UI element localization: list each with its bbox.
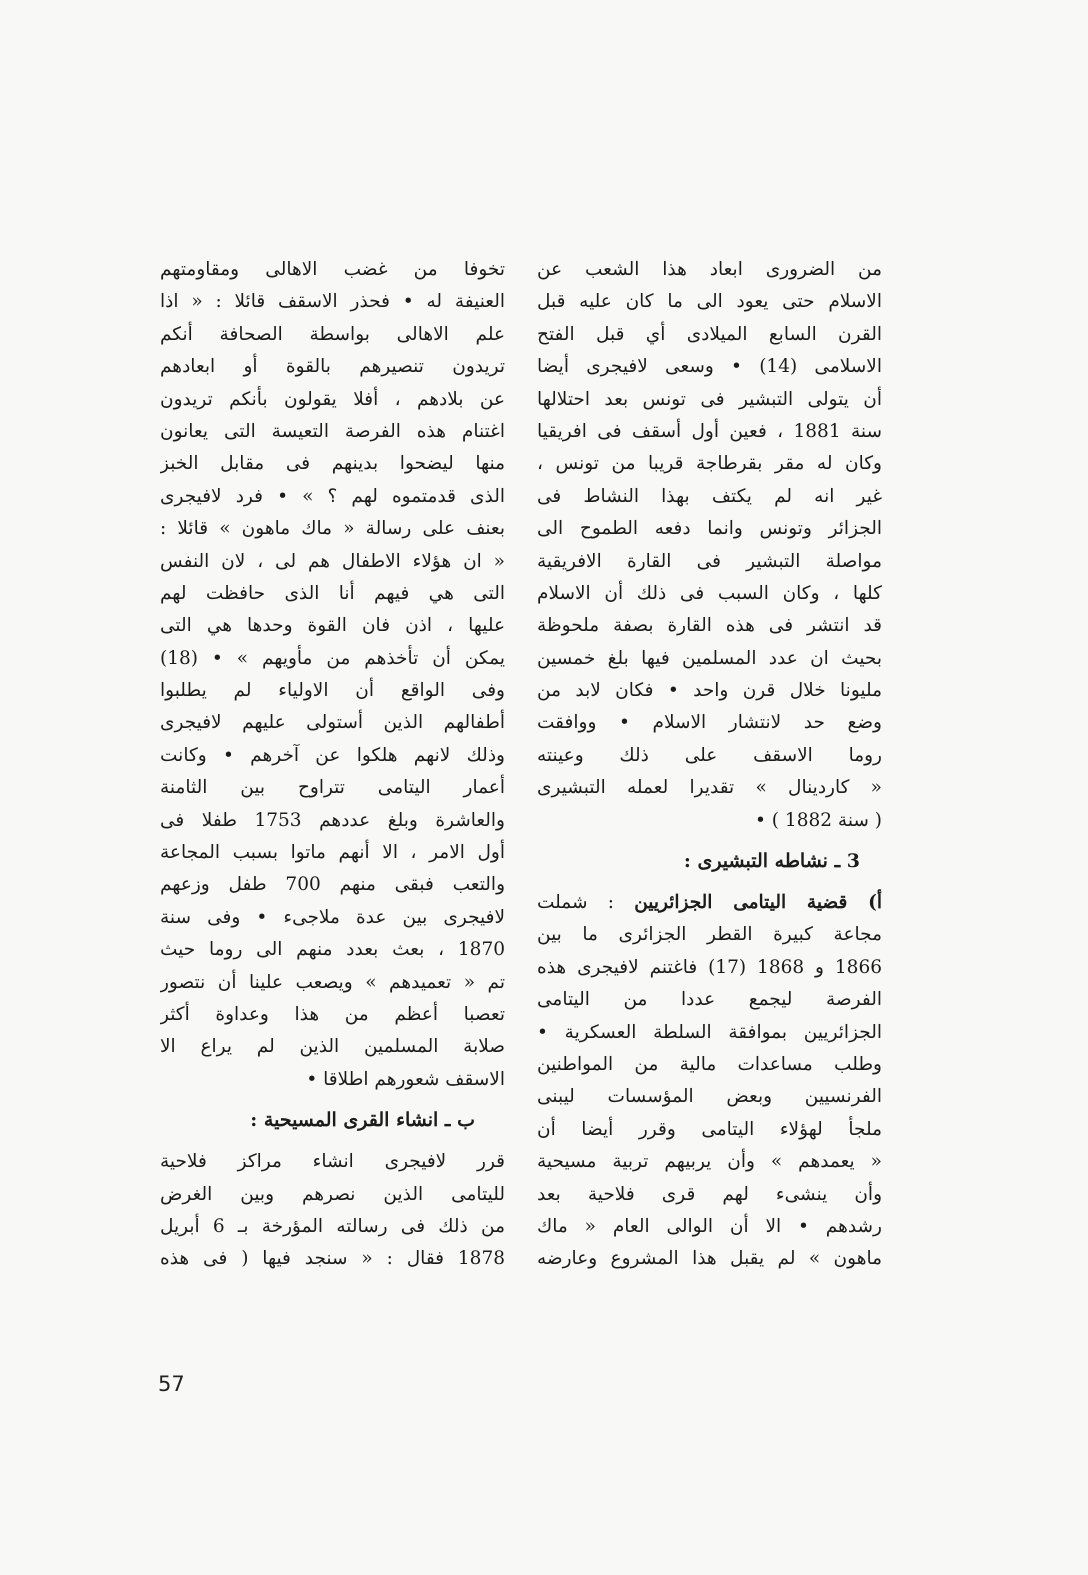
text-line: رشدهم • الا أن الوالى العام « ماك (537, 1215, 882, 1237)
paragraph-gap (160, 1138, 505, 1146)
text-line: ملجأ لهؤلاء اليتامى وقرر أيضا أن (537, 1118, 882, 1140)
text-line: الجزائر وتونس وانما دفعه الطموح الى (537, 518, 882, 540)
text-line: الفرصة ليجمع عددا من اليتامى (537, 989, 882, 1011)
paragraph-gap (537, 879, 882, 887)
text-line: عن بلادهم ، أفلا يقولون بأنكم تريدون (160, 388, 505, 410)
text-line: أطفالهم الذين أستولى عليهم لافيجرى (160, 712, 505, 734)
text-line: غير انه لم يكتف بهذا النشاط فى (537, 485, 882, 507)
text-line: التى هي فيهم أنا الذى حافظت لهم (160, 582, 505, 604)
text-line: وأن ينشىء لهم قرى فلاحية بعد (537, 1183, 882, 1205)
left-column-paragraph-b (160, 1146, 505, 1276)
text-line: بحيث ان عدد المسلمين فيها بلغ خمسين (537, 647, 882, 669)
text-line: الجزائريين بموافقة السلطة العسكرية • (537, 1021, 882, 1043)
text-line: وضع حد لانتشار الاسلام • ووافقت (537, 712, 882, 734)
text-line: القرن السابع الميلادى أي قبل الفتح (537, 323, 882, 345)
text-line: من ذلك فى رسالته المؤرخة بـ 6 أبريل (160, 1215, 505, 1237)
text-line: الاسلامى (14) • وسعى لافيجرى أيضا (537, 356, 882, 378)
text-line: ماهون » لم يقبل هذا المشروع وعارضه (537, 1248, 882, 1270)
text-line: 1870 ، بعث بعدد منهم الى روما حيث (160, 939, 505, 961)
text-line: وفى الواقع أن الاولياء لم يطلبوا (160, 680, 505, 702)
text-line: عليها ، اذن فان القوة وحدها هي التى (160, 615, 505, 637)
text-line: 1878 فقال : « سنجد فيها ( فى هذه (160, 1248, 505, 1270)
subsection-first-line (537, 887, 882, 919)
text-line: تخوفا من غضب الاهالى ومقاومتهم (160, 259, 505, 280)
text-line: تعصبا أعظم من هذا وعداوة أكثر (160, 1003, 505, 1025)
text-line: تم « تعميدهم » ويصعب علينا أن نتصور (160, 971, 505, 993)
text-line: مواصلة التبشير فى القارة الافريقية (537, 550, 882, 572)
text-line: يمكن أن تأخذهم من مأويهم » • (18) (160, 647, 505, 669)
text-line: بعنف على رسالة « ماك ماهون » قائلا : (160, 518, 505, 540)
text-line: والعاشرة وبلغ عددهم 1753 طفلا فى (160, 809, 505, 831)
text-line: الاسقف شعورهم اطلاقا • (306, 1068, 505, 1090)
text-line: منها ليضحوا بدينهم فى مقابل الخبز (160, 453, 505, 475)
text-line: اغتنام هذه الفرصة التعيسة التى يعانون (160, 420, 505, 442)
right-column-paragraph-b (537, 919, 882, 1275)
text-line: أعمار اليتامى تتراوح بين الثامنة (160, 777, 505, 799)
text-line: قد انتشر فى هذه القارة بصفة ملحوظة (537, 615, 882, 637)
paragraph-gap (160, 1096, 505, 1104)
text-line: « كاردينال » تقديرا لعمله التبشيرى (537, 777, 882, 799)
text-line: ( سنة 1882 ) • (755, 809, 882, 831)
page-number: 57 (158, 1372, 185, 1396)
text-line: مجاعة كبيرة القطر الجزائرى ما بين (537, 924, 882, 946)
text-line: وكان له مقر بقرطاجة قريبا من تونس ، (537, 453, 882, 475)
text-line: علم الاهالى بواسطة الصحافة أنكم (160, 323, 505, 345)
subheading-orphans: أ) قضية اليتامى الجزائريين (634, 892, 882, 914)
text-line: من الضرورى ابعاد هذا الشعب عن (537, 259, 882, 280)
text-line: سنة 1881 ، فعين أول أسقف فى افريقيا (537, 420, 882, 442)
text-line: الذى قدمتموه لهم ؟ » • فرد لافيجرى (160, 485, 505, 507)
text-line: وذلك لانهم هلكوا عن آخرهم • وكانت (160, 744, 505, 766)
text-line: الاسلام حتى يعود الى ما كان عليه قبل (537, 291, 882, 313)
text-line: مليونا خلال قرن واحد • فكان لابد من (537, 680, 882, 702)
text-line: وطلب مساعدات مالية من المواطنين (537, 1053, 882, 1075)
text-line: 1866 و 1868 (17) فاغتنم لافيجرى هذه (537, 956, 882, 978)
text-line: أول الامر ، الا أنهم ماتوا بسبب المجاعة (160, 842, 505, 864)
text-line: « يعمدهم » وأن يربيهم تربية مسيحية (537, 1151, 882, 1173)
text-line: « ان هؤلاء الاطفال هم لى ، لان النفس (160, 550, 505, 572)
section-heading-b: ب ـ انشاء القرى المسيحية : (250, 1109, 475, 1132)
text-line: روما الاسقف على ذلك وعينته (537, 744, 882, 766)
text-line: لافيجرى بين عدة ملاجىء • وفى سنة (160, 906, 505, 928)
text-line: قرر لافيجرى انشاء مراكز فلاحية (160, 1151, 505, 1173)
left-text-column (160, 254, 505, 1276)
text-line: أن يتولى التبشير فى تونس بعد احتلالها (537, 388, 882, 410)
text-line: والتعب فبقى منهم 700 طفل وزعهم (160, 874, 505, 896)
text-line: لليتامى الذين نصرهم وبين الغرض (160, 1183, 505, 1205)
right-text-column (537, 254, 882, 1276)
subsection-first-line-rest: : شملت (537, 892, 635, 914)
text-line: صلابة المسلمين الذين لم يراع الا (160, 1036, 505, 1058)
right-column-paragraph (537, 254, 882, 837)
left-column-paragraph (160, 254, 505, 1096)
text-line: العنيفة له • فحذر الاسقف قائلا : « اذا (160, 291, 505, 313)
text-line: تريدون تنصيرهم بالقوة أو ابعادهم (160, 356, 505, 378)
text-line: الفرنسيين وبعض المؤسسات ليبنى (537, 1086, 882, 1108)
text-line: كلها ، وكان السبب فى ذلك أن الاسلام (537, 582, 882, 604)
section-heading-3: 3 ـ نشاطه التبشيرى : (683, 850, 860, 873)
paragraph-gap (537, 837, 882, 845)
